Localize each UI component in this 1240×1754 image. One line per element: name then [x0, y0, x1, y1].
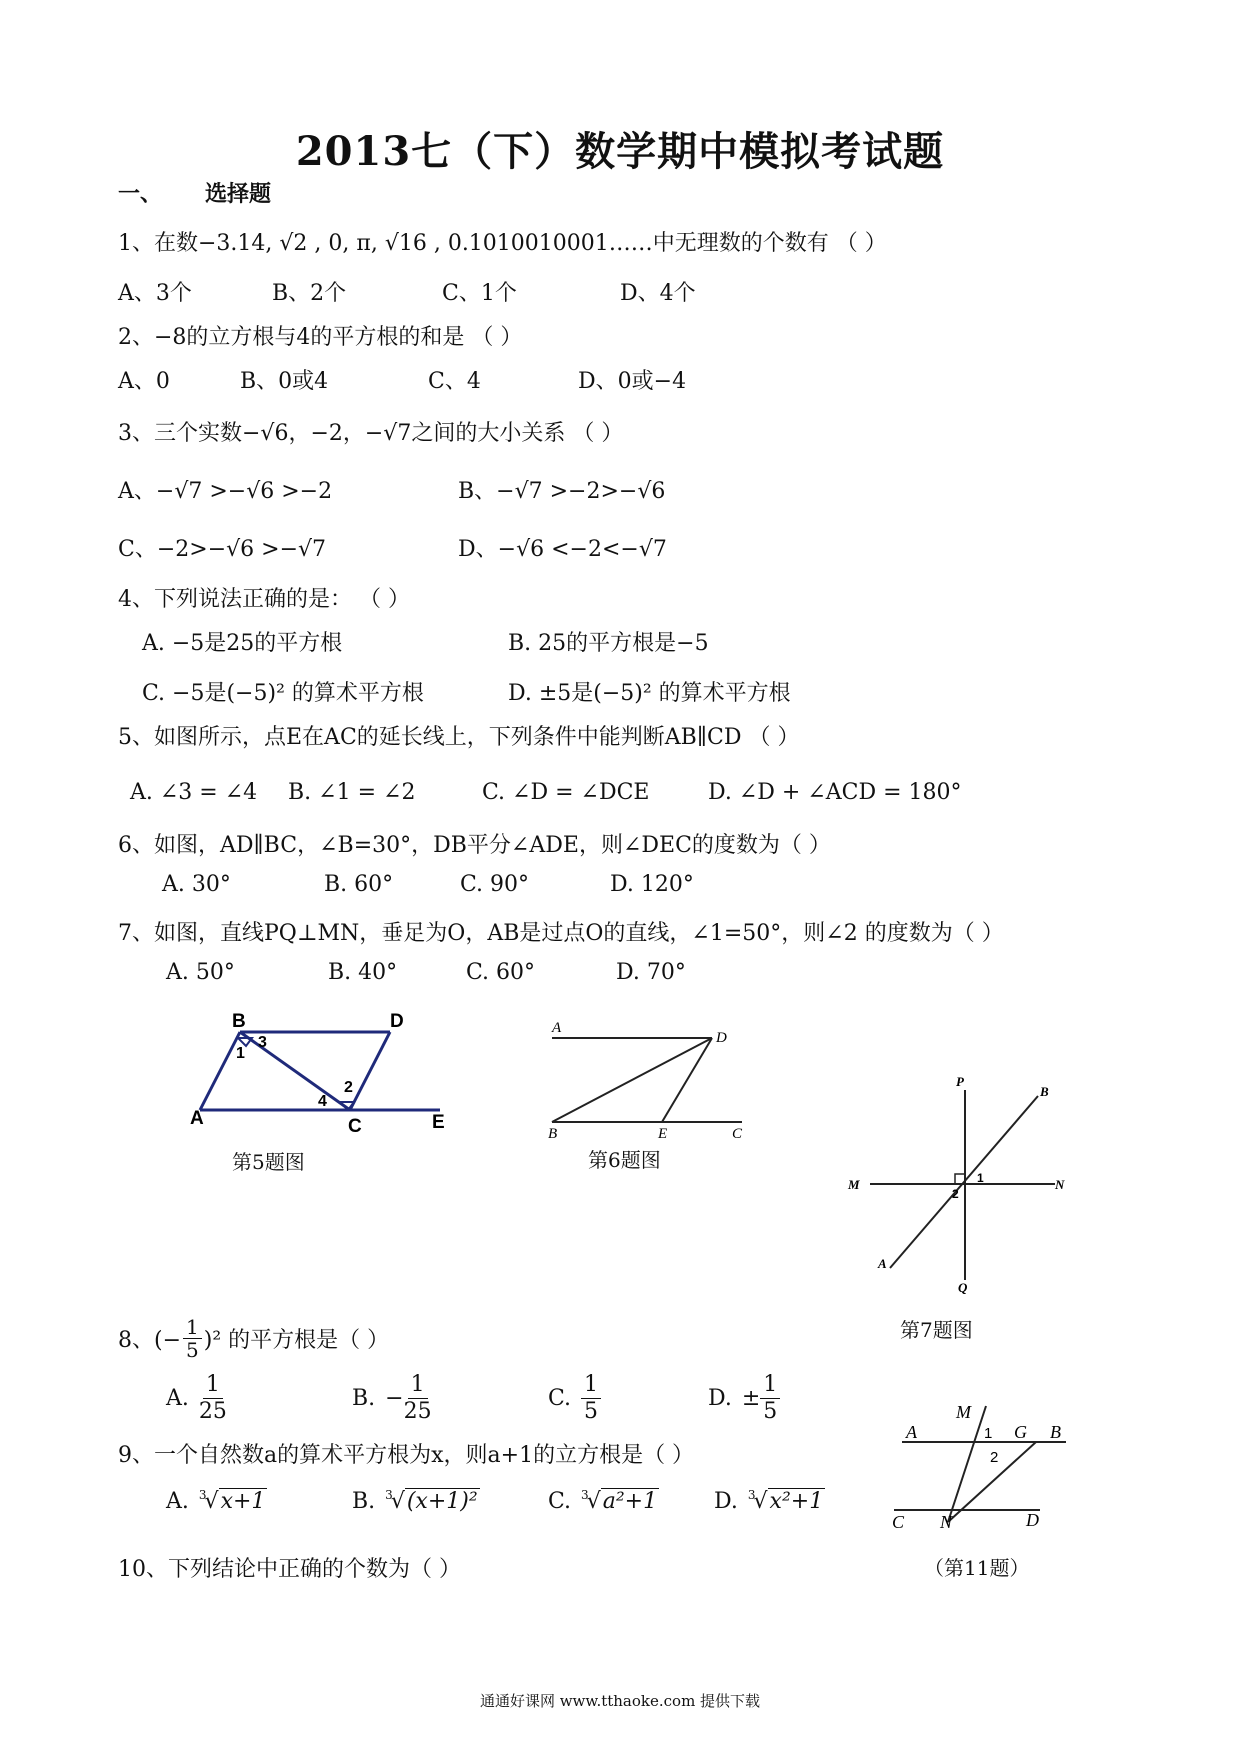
section-number: 一、 [118, 181, 163, 207]
q9-option-a-index: 3 [198, 1488, 207, 1502]
q8-option-d-sign: ± [741, 1386, 761, 1411]
fig11-label-c: C [892, 1512, 905, 1532]
q9-option-b-radical-icon: √ [390, 1489, 405, 1514]
q5-option-d: D. ∠D + ∠ACD = 180° [708, 780, 962, 805]
q3-option-b: B、−√7 >−2>−√6 [458, 479, 666, 504]
q5-option-c: C. ∠D = ∠DCE [482, 780, 650, 805]
q8-frac-num: 1 [183, 1316, 202, 1339]
q6-option-b: B. 60° [324, 872, 394, 897]
question-7: 7、如图，直线PQ⊥MN，垂足为O，AB是过点O的直线，∠1=50°，则∠2 的度数为（ ） [118, 921, 1004, 946]
q9-option-c-index: 3 [581, 1488, 589, 1502]
q9-option-b-radicand: (x+1)² [406, 1489, 478, 1514]
q1-option-c: C、1个 [442, 281, 517, 306]
fig7-angle-2: 2 [952, 1187, 959, 1201]
q9-option-c-radicand: a²+1 [602, 1489, 658, 1514]
fig7-label-p: P [956, 1074, 964, 1089]
q1-option-d: D、4个 [620, 281, 696, 306]
fig7-label-n: N [1055, 1177, 1065, 1192]
fig7-label-m: M [848, 1177, 860, 1192]
fig5-line-dc [350, 1032, 390, 1110]
q8-option-d-den: 5 [763, 1399, 778, 1424]
q3-option-d: D、−√6 <−2<−√7 [458, 537, 667, 562]
fig7-label-b: B [1040, 1084, 1049, 1099]
q9-option-d-radical-icon: √ [753, 1489, 768, 1514]
q4-option-c: C. −5是(−5)² 的算术平方根 [142, 681, 424, 706]
question-5: 5、如图所示，点E在AC的延长线上，下列条件中能判断AB∥CD （ ） [118, 725, 800, 750]
question-8 [118, 1316, 389, 1361]
q4-option-a: A. −5是25的平方根 [142, 631, 343, 656]
q8-suffix: )² 的平方根是（ ） [203, 1328, 390, 1353]
question-3: 3、三个实数−√6，−2，−√7之间的大小关系 （ ） [118, 421, 624, 446]
q2-option-a: A、0 [118, 369, 170, 394]
figure-7-caption: 第7题图 [900, 1318, 973, 1342]
fig5-line-ab [200, 1032, 240, 1110]
q9-option-d-radicand: x²+1 [769, 1489, 824, 1514]
fig11-label-m: M [956, 1402, 971, 1422]
q2-option-b: B、0或4 [240, 369, 329, 394]
fig5-label-a: A [190, 1108, 204, 1129]
q9-option-c [548, 1488, 659, 1514]
q8-option-a-num: 1 [203, 1372, 223, 1399]
fig5-label-d: D [390, 1011, 404, 1032]
fig5-angle-2: 2 [344, 1079, 353, 1096]
q6-option-d: D. 120° [610, 872, 694, 897]
fig11-label-g: G [1014, 1422, 1027, 1442]
fig5-angle-3: 3 [258, 1034, 267, 1051]
q8-option-b-num: 1 [408, 1372, 428, 1399]
q7-option-a: A. 50° [166, 960, 235, 985]
q8-option-d [708, 1372, 780, 1425]
fig5-label-e: E [432, 1112, 445, 1133]
q9-option-c-radical-icon: √ [586, 1489, 601, 1514]
q8-option-c-fraction [581, 1372, 601, 1425]
figure-7-drawing [840, 1074, 1080, 1295]
q8-option-d-prefix: D. [708, 1386, 732, 1411]
q1-option-a: A、3个 [118, 281, 192, 306]
q1-option-b: B、2个 [272, 281, 347, 306]
figure-11-caption: （第11题） [924, 1556, 1030, 1580]
page-title: 2013七（下）数学期中模拟考试题 [295, 128, 945, 175]
q9-option-b-prefix: B. [352, 1489, 376, 1514]
q9-option-d [714, 1488, 825, 1514]
q8-fraction [183, 1316, 202, 1361]
q2-option-c: C、4 [428, 369, 481, 394]
q8-option-a-prefix: A. [166, 1386, 189, 1411]
q7-option-d: D. 70° [616, 960, 686, 985]
q3-option-a: A、−√7 >−√6 >−2 [118, 479, 333, 504]
question-1: 1、在数−3.14, √2 , 0, π, √16 , 0.1010010001……中无理数的个数有 （ ） [118, 231, 887, 256]
fig11-label-b: B [1050, 1422, 1061, 1442]
q9-option-a-prefix: A. [166, 1489, 189, 1514]
fig7-angle-1: 1 [977, 1171, 984, 1185]
question-2: 2、−8的立方根与4的平方根的和是 （ ） [118, 325, 523, 350]
q5-option-b: B. ∠1 = ∠2 [288, 780, 416, 805]
q8-option-b-sign: − [385, 1386, 404, 1411]
q9-option-a-radical-icon: √ [204, 1489, 219, 1514]
q9-option-d-prefix: D. [714, 1489, 738, 1514]
fig5-angle-1: 1 [236, 1045, 245, 1062]
q8-option-a [166, 1372, 227, 1425]
page-footer: 通通好课网 www.tthaoke.com 提供下载 [479, 1692, 761, 1710]
question-10: 10、下列结论中正确的个数为（ ） [118, 1557, 461, 1582]
q8-option-c-num: 1 [581, 1372, 601, 1399]
q8-option-c-den: 5 [584, 1399, 599, 1424]
q8-option-b-den: 25 [403, 1399, 432, 1424]
q3-option-c: C、−2>−√6 >−√7 [118, 537, 327, 562]
question-9: 9、一个自然数a的算术平方根为x，则a+1的立方根是（ ） [118, 1443, 695, 1468]
q6-option-a: A. 30° [162, 872, 231, 897]
figure-6 [540, 1010, 760, 1140]
q6-option-c: C. 90° [460, 872, 530, 897]
q8-option-d-num: 1 [760, 1372, 780, 1399]
fig11-label-n: N [940, 1512, 953, 1532]
figure-5 [190, 1010, 450, 1140]
q9-option-a [166, 1488, 267, 1514]
q9-option-d-index: 3 [747, 1488, 756, 1502]
q7-option-c: C. 60° [466, 960, 536, 985]
q4-option-d: D. ±5是(−5)² 的算术平方根 [508, 681, 791, 706]
q8-prefix: 8、(− [118, 1328, 182, 1353]
fig6-label-e: E [658, 1126, 668, 1142]
q8-option-b-fraction [404, 1372, 432, 1425]
q9-option-c-prefix: C. [548, 1489, 572, 1514]
q8-option-b [352, 1372, 432, 1425]
q8-option-b-prefix: B. [352, 1386, 376, 1411]
q5-option-a: A. ∠3 = ∠4 [130, 780, 258, 805]
fig11-label-a: A [906, 1422, 917, 1442]
section-title: 选择题 [205, 181, 272, 207]
fig11-label-d: D [1026, 1510, 1039, 1530]
fig11-angle-1: 1 [984, 1425, 993, 1442]
fig5-label-c: C [348, 1116, 362, 1137]
q9-option-a-radicand: x+1 [220, 1489, 266, 1514]
figure-6-caption: 第6题图 [588, 1148, 661, 1172]
q8-option-d-fraction [760, 1372, 780, 1425]
q9-option-b [352, 1488, 480, 1514]
q8-option-a-fraction [199, 1372, 227, 1425]
fig5-angle-4: 4 [318, 1093, 327, 1110]
q8-frac-den: 5 [186, 1338, 199, 1362]
fig6-label-d: D [716, 1030, 727, 1046]
question-6: 6、如图，AD∥BC，∠B=30°，DB平分∠ADE，则∠DEC的度数为（ ） [118, 833, 831, 858]
q8-option-c-prefix: C. [548, 1386, 572, 1411]
q7-option-b: B. 40° [328, 960, 398, 985]
fig6-label-b: B [548, 1126, 558, 1142]
q9-option-b-index: 3 [385, 1488, 393, 1502]
fig6-label-a: A [552, 1020, 562, 1036]
q4-option-b: B. 25的平方根是−5 [508, 631, 709, 656]
fig5-label-b: B [232, 1011, 246, 1032]
fig5-line-bc [240, 1032, 350, 1110]
q8-option-c [548, 1372, 601, 1425]
figure-11 [888, 1398, 1078, 1532]
fig7-label-a: A [878, 1256, 887, 1271]
fig11-angle-2: 2 [990, 1449, 999, 1466]
fig6-label-c: C [732, 1126, 743, 1142]
figure-5-caption: 第5题图 [232, 1150, 305, 1174]
question-4: 4、下列说法正确的是： （ ） [118, 587, 410, 612]
fig7-label-q: Q [958, 1280, 968, 1295]
q2-option-d: D、0或−4 [578, 369, 687, 394]
q8-option-a-den: 25 [198, 1399, 227, 1424]
